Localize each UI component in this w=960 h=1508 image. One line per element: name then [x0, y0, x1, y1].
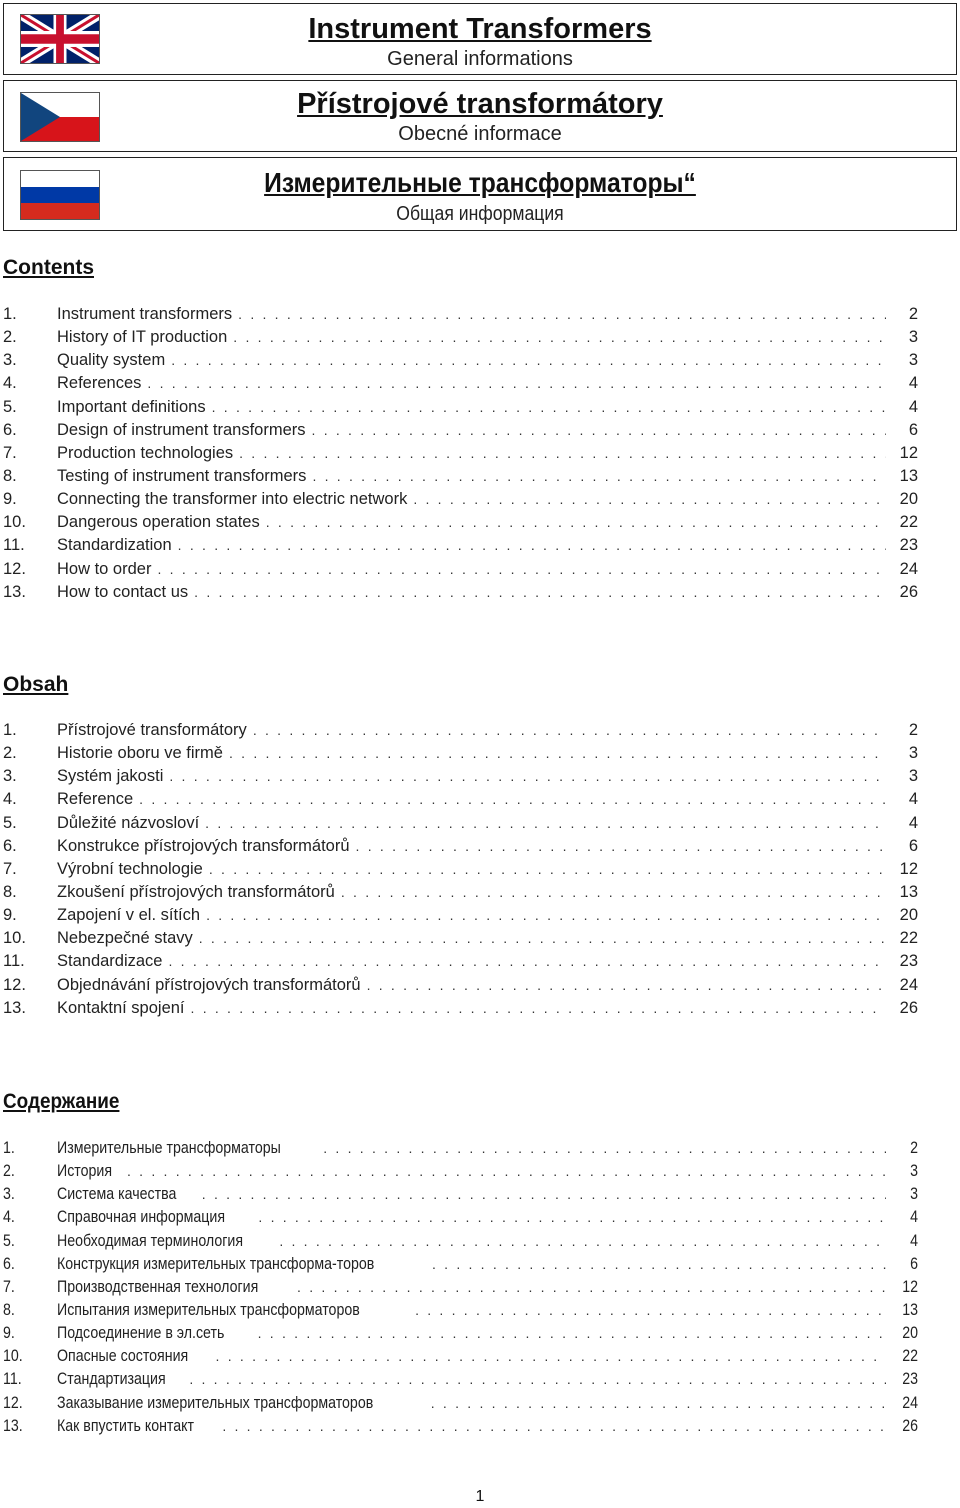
toc-entry-number: 9.	[3, 490, 17, 509]
toc-entry-number: 13.	[3, 1416, 23, 1435]
toc-list-russian	[3, 1139, 918, 1440]
toc-entry[interactable]	[3, 421, 918, 444]
toc-entry-page: 26	[899, 582, 918, 601]
toc-entry[interactable]	[3, 929, 918, 952]
toc-entry-page: 4	[910, 1231, 918, 1250]
toc-entry-number: 3.	[3, 1185, 15, 1204]
toc-entry-page: 20	[902, 1324, 918, 1343]
toc-entry-page: 3	[908, 767, 918, 786]
toc-entry[interactable]	[3, 1394, 918, 1417]
dot-leader	[157, 561, 886, 577]
dot-leader	[189, 1371, 886, 1387]
header-russian	[3, 157, 957, 231]
dot-leader	[415, 1302, 886, 1318]
dot-leader	[147, 375, 886, 391]
toc-entry-page: 12	[899, 443, 918, 462]
toc-entry-label: Как впустить контакт	[57, 1416, 195, 1435]
toc-entry-page: 3	[908, 328, 918, 347]
toc-entry-label: How to order	[57, 559, 152, 578]
toc-entry[interactable]	[3, 444, 918, 467]
toc-entry-label: Výrobní technologie	[57, 859, 203, 878]
toc-entry-page: 3	[910, 1162, 918, 1181]
toc-entry-page: 2	[908, 721, 918, 739]
dot-leader	[212, 399, 886, 415]
toc-entry[interactable]	[3, 976, 918, 999]
header-title: Измерительные трансформаторы“	[264, 167, 696, 198]
toc-entry-number: 12.	[3, 559, 26, 578]
dot-leader	[199, 930, 886, 946]
dot-leader	[139, 791, 886, 807]
toc-entry-number: 3.	[3, 767, 17, 786]
toc-entry-page: 13	[902, 1300, 918, 1319]
toc-entry-page: 4	[910, 1208, 918, 1227]
dot-leader	[169, 953, 887, 969]
toc-entry-page: 6	[910, 1254, 918, 1273]
toc-entry[interactable]	[3, 1347, 918, 1370]
toc-entry-label: Справочная информация	[57, 1208, 226, 1227]
toc-entry-page: 4	[908, 397, 918, 416]
toc-entry-label: Konstrukce přístrojových transformátorů	[57, 836, 350, 855]
toc-entry-label: Přístrojové transformátory	[57, 721, 247, 739]
toc-entry-label: Důležité názvosloví	[57, 813, 200, 832]
toc-entry-label: Dangerous operation states	[57, 513, 260, 532]
toc-entry-number: 7.	[3, 859, 17, 878]
toc-entry-label: Система качества	[57, 1185, 177, 1204]
header-title: Instrument Transformers	[308, 13, 652, 45]
toc-entry[interactable]	[3, 1278, 918, 1301]
toc-entry[interactable]	[3, 837, 918, 860]
toc-entry-page: 3	[910, 1185, 918, 1204]
toc-entry[interactable]	[3, 1417, 918, 1440]
dot-leader	[297, 1279, 886, 1295]
toc-entry[interactable]	[3, 513, 918, 536]
dot-leader	[323, 1140, 886, 1156]
toc-entry-label: Zapojení v el. sítích	[57, 906, 201, 925]
toc-entry[interactable]	[3, 1139, 918, 1162]
dot-leader	[169, 768, 886, 784]
toc-entry[interactable]	[3, 952, 918, 975]
toc-entry[interactable]	[3, 721, 918, 744]
toc-entry-label: Производственная технология	[57, 1277, 259, 1296]
toc-entry[interactable]	[3, 351, 918, 374]
toc-entry-label: Конструкция измерительных трансформа-торов	[57, 1254, 375, 1273]
toc-entry-page: 24	[899, 559, 918, 578]
toc-entry-label: Стандартизация	[57, 1370, 166, 1389]
toc-entry-number: 12.	[3, 1393, 23, 1412]
toc-entry[interactable]	[3, 744, 918, 767]
toc-entry[interactable]	[3, 1208, 918, 1231]
toc-entry-page: 12	[899, 859, 918, 878]
toc-entry-label: Nebezpečné stavy	[57, 929, 193, 948]
dot-leader	[171, 352, 886, 368]
toc-entry-number: 7.	[3, 1277, 15, 1296]
toc-entry-page: 22	[899, 513, 918, 532]
toc-entry-page: 3	[908, 744, 918, 763]
toc-entry-page: 22	[902, 1347, 918, 1366]
toc-entry-number: 5.	[3, 397, 17, 416]
toc-entry-number: 13.	[3, 998, 26, 1017]
toc-entry-page: 13	[899, 466, 918, 485]
dot-leader	[202, 1186, 886, 1202]
toc-entry-number: 4.	[3, 790, 17, 809]
toc-entry[interactable]	[3, 583, 918, 606]
toc-entry-number: 1.	[3, 721, 17, 739]
toc-entry[interactable]	[3, 1255, 918, 1278]
toc-entry-label: Important definitions	[57, 397, 206, 416]
toc-entry-page: 20	[899, 906, 918, 925]
toc-entry[interactable]	[3, 906, 918, 929]
toc-entry-number: 6.	[3, 836, 17, 855]
header-subtitle: General informations	[387, 48, 573, 70]
toc-entry[interactable]	[3, 860, 918, 883]
header-subtitle: Общая информация	[396, 203, 564, 225]
toc-entry-number: 6.	[3, 1254, 15, 1273]
toc-entry[interactable]	[3, 1370, 918, 1393]
toc-entry-label: Systém jakosti	[57, 767, 164, 786]
toc-entry-number: 2.	[3, 1162, 15, 1181]
toc-entry[interactable]	[3, 374, 918, 397]
toc-entry-number: 8.	[3, 1300, 15, 1319]
toc-entry[interactable]	[3, 536, 918, 559]
toc-entry-label: Опасные состояния	[57, 1347, 189, 1366]
toc-entry-number: 8.	[3, 466, 17, 485]
toc-entry-label: Kontaktní spojení	[57, 998, 185, 1017]
dot-leader	[258, 1209, 886, 1225]
toc-entry-number: 4.	[3, 374, 17, 393]
toc-entry-label: Reference	[57, 790, 134, 809]
toc-entry-page: 23	[899, 536, 918, 555]
toc-entry-number: 9.	[3, 906, 17, 925]
toc-entry-label: Измерительные трансформаторы	[57, 1139, 281, 1157]
toc-entry-number: 1.	[3, 1139, 15, 1157]
dot-leader	[127, 1163, 886, 1179]
dot-leader	[229, 745, 886, 761]
toc-entry-label: История	[57, 1162, 113, 1181]
dot-leader	[206, 907, 886, 923]
toc-entry-number: 8.	[3, 882, 17, 901]
toc-entry-page: 13	[899, 882, 918, 901]
toc-entry[interactable]	[3, 814, 918, 837]
toc-entry[interactable]	[3, 1162, 918, 1185]
header-english	[3, 3, 957, 75]
dot-leader	[239, 445, 886, 461]
dot-leader	[431, 1395, 886, 1411]
dot-leader	[258, 1325, 886, 1341]
toc-entry-label: Instrument transformers	[57, 305, 233, 323]
toc-entry-page: 24	[899, 975, 918, 994]
toc-entry[interactable]	[3, 1232, 918, 1255]
toc-entry-page: 6	[908, 420, 918, 439]
dot-leader	[279, 1233, 886, 1249]
dot-leader	[341, 884, 886, 900]
toc-entry[interactable]	[3, 883, 918, 906]
toc-entry[interactable]	[3, 1185, 918, 1208]
toc-entry[interactable]	[3, 328, 918, 351]
toc-entry[interactable]	[3, 560, 918, 583]
section-title: Содержание	[3, 1090, 120, 1113]
toc-entry-number: 10.	[3, 513, 26, 532]
toc-entry-number: 2.	[3, 328, 17, 347]
toc-entry-number: 6.	[3, 420, 17, 439]
dot-leader	[312, 468, 886, 484]
toc-entry-page: 4	[908, 813, 918, 832]
toc-entry[interactable]	[3, 490, 918, 513]
toc-entry-label: How to contact us	[57, 582, 189, 601]
toc-entry[interactable]	[3, 790, 918, 813]
toc-entry-number: 11.	[3, 952, 25, 971]
dot-leader	[238, 306, 886, 322]
header-title: Přístrojové transformátory	[297, 88, 663, 120]
toc-entry[interactable]	[3, 1301, 918, 1324]
header-czech	[3, 80, 957, 152]
toc-entry-page: 2	[908, 305, 918, 323]
toc-entry-number: 10.	[3, 1347, 23, 1366]
toc-entry-label: Objednávání přístrojových transformátorů	[57, 975, 361, 994]
toc-entry-label: Испытания измерительных трансформаторов	[57, 1300, 360, 1319]
toc-entry-page: 12	[902, 1277, 918, 1296]
toc-entry-number: 5.	[3, 813, 17, 832]
section-title: Contents	[3, 256, 94, 279]
toc-entry-page: 4	[908, 374, 918, 393]
toc-entry[interactable]	[3, 1324, 918, 1347]
dot-leader	[312, 422, 886, 438]
toc-entry-number: 5.	[3, 1231, 15, 1250]
toc-entry-page: 2	[910, 1139, 918, 1157]
toc-entry-label: Connecting the transformer into electric network	[57, 490, 408, 509]
dot-leader	[205, 815, 886, 831]
toc-entry-label: Historie oboru ve firmě	[57, 744, 223, 763]
dot-leader	[194, 584, 886, 600]
toc-entry-number: 9.	[3, 1324, 15, 1343]
toc-entry-label: History of IT production	[57, 328, 228, 347]
toc-entry-label: Testing of instrument transformers	[57, 466, 307, 485]
toc-entry-label: Заказывание измерительных трансформаторов	[57, 1393, 374, 1412]
dot-leader	[191, 1000, 886, 1016]
toc-entry-label: Zkoušení přístrojových transformátorů	[57, 882, 335, 901]
dot-leader	[432, 1256, 886, 1272]
toc-entry-label: Standardizace	[57, 952, 163, 971]
page-number: 1	[475, 1488, 485, 1505]
toc-entry-number: 3.	[3, 351, 17, 370]
toc-entry-label: References	[57, 374, 142, 393]
dot-leader	[367, 977, 886, 993]
dot-leader	[222, 1418, 886, 1434]
toc-entry[interactable]	[3, 999, 918, 1022]
toc-entry-label: Подсоединение в эл.сеть	[57, 1324, 225, 1343]
toc-list-english	[3, 305, 918, 606]
toc-entry-number: 13.	[3, 582, 26, 601]
toc-entry-label: Quality system	[57, 351, 166, 370]
toc-entry-page: 23	[899, 952, 918, 971]
dot-leader	[233, 329, 886, 345]
dot-leader	[253, 722, 886, 738]
toc-entry-label: Production technologies	[57, 443, 234, 462]
dot-leader	[209, 861, 886, 877]
toc-entry[interactable]	[3, 305, 918, 328]
toc-entry-number: 11.	[3, 536, 25, 555]
dot-leader	[356, 838, 886, 854]
toc-entry-number: 2.	[3, 744, 17, 763]
toc-entry-label: Необходимая терминология	[57, 1231, 244, 1250]
toc-entry-page: 3	[908, 351, 918, 370]
toc-entry-page: 26	[899, 998, 918, 1017]
toc-entry-number: 11.	[3, 1370, 22, 1389]
toc-entry-page: 23	[902, 1370, 918, 1389]
toc-entry-page: 22	[899, 929, 918, 948]
toc-entry-number: 12.	[3, 975, 26, 994]
toc-entry-page: 26	[902, 1416, 918, 1435]
toc-entry[interactable]	[3, 767, 918, 790]
toc-entry-page: 20	[899, 490, 918, 509]
dot-leader	[266, 514, 886, 530]
toc-entry-number: 1.	[3, 305, 17, 323]
toc-entry-page: 4	[908, 790, 918, 809]
dot-leader	[216, 1348, 886, 1364]
toc-entry-page: 6	[908, 836, 918, 855]
toc-list-czech	[3, 721, 918, 1022]
dot-leader	[178, 537, 886, 553]
toc-entry-label: Standardization	[57, 536, 172, 555]
toc-entry[interactable]	[3, 398, 918, 421]
dot-leader	[413, 491, 886, 507]
toc-entry-number: 4.	[3, 1208, 15, 1227]
section-title: Obsah	[3, 673, 69, 696]
header-subtitle: Obecné informace	[398, 123, 562, 145]
toc-entry-number: 7.	[3, 443, 17, 462]
toc-entry-number: 10.	[3, 929, 26, 948]
toc-entry[interactable]	[3, 467, 918, 490]
toc-entry-label: Design of instrument transformers	[57, 420, 306, 439]
toc-entry-page: 24	[902, 1393, 918, 1412]
